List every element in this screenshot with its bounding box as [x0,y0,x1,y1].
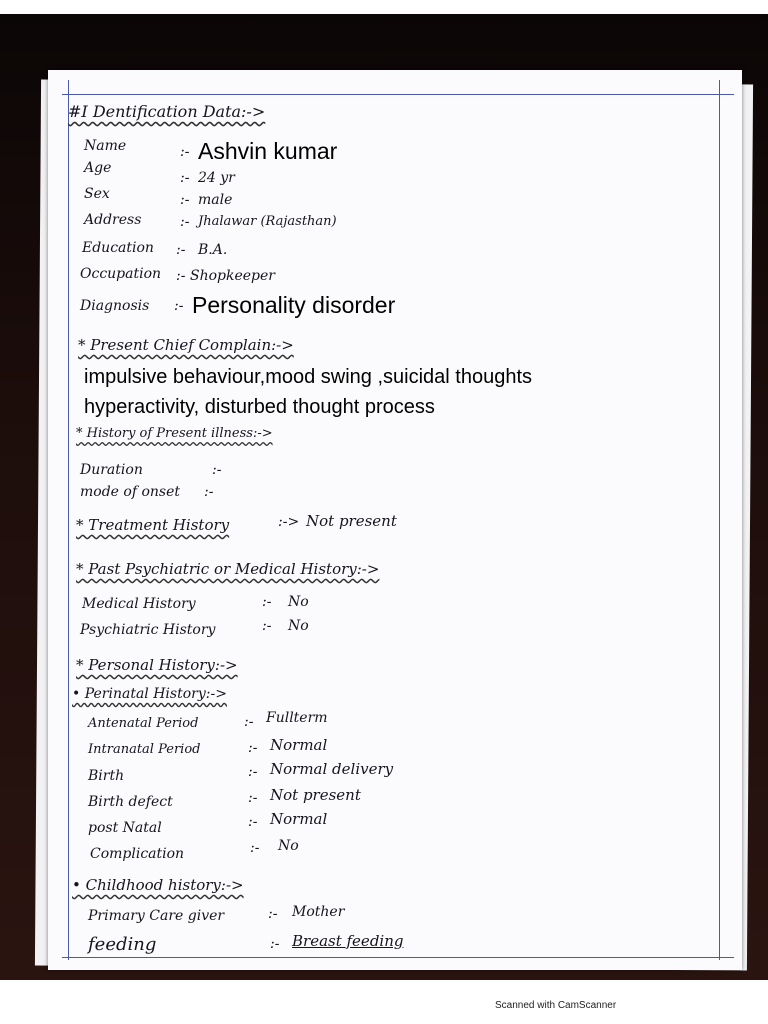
label-feeding: feeding [88,934,157,955]
sep-antenatal: :- [244,714,254,730]
sep-primary-care-giver: :- [268,906,278,922]
sep-complication: :- [250,840,260,856]
sep-education: :- [176,242,186,258]
notebook-page [48,70,742,970]
page-rule-right [719,80,720,960]
value-education: B.A. [198,242,228,258]
sep-feeding: :- [270,936,280,952]
sep-occupation: :- [176,268,186,284]
heading-personal-history: * Personal History:-> [76,656,238,674]
heading-childhood-history: • Childhood history:-> [72,876,244,894]
sep-post-natal: :- [248,814,258,830]
label-address: Address [84,212,142,228]
value-age: 24 yr [198,170,235,186]
value-name: Ashvin kumar [198,138,338,164]
value-feeding: Breast feeding [292,932,404,950]
sep-psychiatric-history: :- [262,618,272,634]
label-intranatal: Intranatal Period [88,742,201,757]
heading-present-illness: * History of Present illness:-> [76,426,273,441]
value-diagnosis: Personality disorder [192,292,396,318]
value-psychiatric-history: No [288,618,309,634]
label-name: Name [84,138,127,154]
sep-age: :- [180,170,190,186]
heading-chief-complaint: * Present Chief Complain:-> [78,336,294,354]
value-post-natal: Normal [270,810,328,828]
value-address: Jhalawar (Rajasthan) [198,214,337,229]
page-rule-left [68,80,69,960]
label-education: Education [82,240,154,256]
value-medical-history: No [288,594,309,610]
label-occupation: Occupation [80,266,162,282]
heading-perinatal-history: • Perinatal History:-> [72,686,227,702]
label-birth-defect: Birth defect [88,794,173,810]
heading-treatment-history: * Treatment History [76,516,230,534]
label-psychiatric-history: Psychiatric History [80,622,216,638]
heading-identification: #I Dentification Data:-> [68,102,266,121]
value-antenatal: Fullterm [266,710,328,726]
label-post-natal: post Natal [88,820,162,836]
sep-medical-history: :- [262,594,272,610]
page-rule-top [62,94,734,95]
sep-name: :- [180,144,190,160]
sep-treatment-history: :-> [278,514,300,530]
sep-birth-defect: :- [248,790,258,806]
sep-intranatal: :- [248,740,258,756]
value-complication: No [278,838,299,854]
value-sex: male [198,192,233,208]
sep-mode-of-onset: :- [204,484,214,500]
value-primary-care-giver: Mother [292,904,345,920]
sep-duration: :- [212,462,222,478]
label-complication: Complication [90,846,185,862]
label-duration: Duration [80,462,143,478]
label-mode-of-onset: mode of onset [80,484,181,500]
sep-birth: :- [248,764,258,780]
chief-complaint-line-2: hyperactivity, disturbed thought process [84,396,435,418]
value-birth: Normal delivery [270,760,394,778]
label-medical-history: Medical History [82,596,196,612]
label-antenatal: Antenatal Period [88,716,199,731]
page-rule-bottom [62,957,734,958]
label-diagnosis: Diagnosis [80,298,150,314]
scanner-watermark: Scanned with CamScanner [495,1000,617,1011]
label-birth: Birth [88,768,125,784]
sep-diagnosis: :- [174,298,184,314]
value-occupation: Shopkeeper [190,268,275,284]
sep-sex: :- [180,192,190,208]
value-intranatal: Normal [270,736,328,754]
label-primary-care-giver: Primary Care giver [88,908,225,924]
label-sex: Sex [84,186,110,202]
value-birth-defect: Not present [270,786,361,804]
label-age: Age [84,160,112,176]
sep-address: :- [180,214,190,230]
value-treatment-history: Not present [306,512,397,530]
chief-complaint-line-1: impulsive behaviour,mood swing ,suicidal thoughts [84,366,533,388]
heading-past-history: * Past Psychiatric or Medical History:-> [76,560,380,578]
